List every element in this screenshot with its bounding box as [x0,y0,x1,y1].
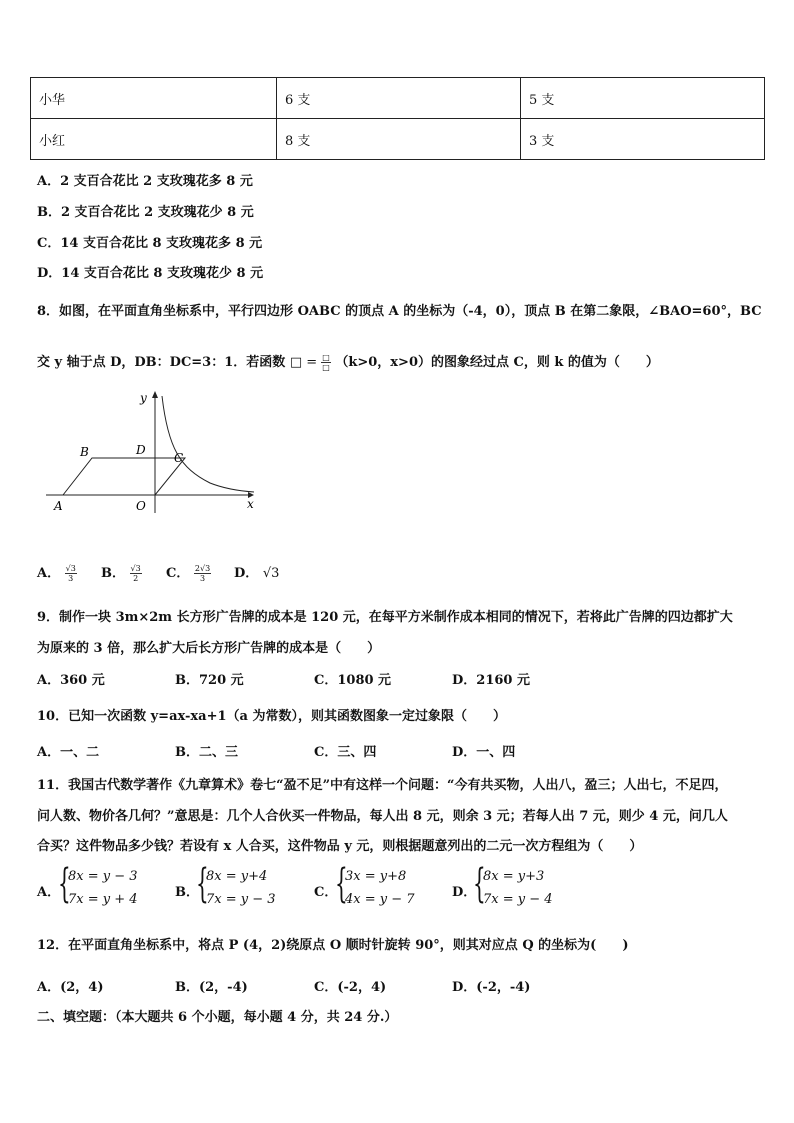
q9-option-a: A．360 元 [37,673,105,688]
answer-table [30,77,765,160]
q8-option-b-num: √3 [130,564,141,573]
q10-option-a: A．一、二 [37,745,100,760]
q10-option-c: C．三、四 [314,745,377,760]
q11-stem-line3: 合买？这件物品多少钱？若设有 x 人合买，这件物品 y 元，则根据题意列出的二元一次方程组为（ ） [37,839,643,854]
q12-stem: 12．在平面直角坐标系中，将点 P (4，2)绕原点 O 顺时针旋转 90°，则其对应点 Q 的坐标为( ) [37,938,629,953]
equation: 7x = y + 4 [68,892,138,907]
q10-option-d: D．一、四 [452,745,516,760]
equation: 7x = y − 3 [206,892,276,907]
q11-option-d-letter: D． [452,885,477,900]
q11-option-b-letter: B． [175,885,199,900]
table-row [31,78,765,119]
q11-option-c-letter: C． [314,885,338,900]
q8-option-d-value: √3 [262,566,280,581]
q9-option-d: D．2160 元 [452,673,530,688]
table-cell: 5 支 [521,78,765,119]
hyperbola-curve [162,396,254,492]
q7-option-c: C．14 支百合花比 8 支玫瑰花多 8 元 [37,236,263,251]
q8-option-d-letter: D． [234,566,259,581]
table-cell: 小华 [31,78,277,119]
q12-option-b: B．(2，-4) [175,980,248,995]
table-cell: 3 支 [521,119,765,160]
q8-option-a-num: √3 [65,564,76,573]
label-y: y [140,391,147,405]
q9-option-c: C．1080 元 [314,673,392,688]
q9-stem-line2: 为原来的 3 倍，那么扩大后长方形广告牌的成本是（ ） [37,641,381,656]
q8-coordinate-figure [40,388,270,518]
q8-stem-part2: （k>0，x>0）的图象经过点 C，则 k 的值为（ ） [335,355,659,370]
q8-stem-part1: 交 y 轴于点 D，DB：DC=3：1．若函数 [37,355,286,370]
y-axis-arrow-icon [152,391,158,398]
table-cell: 6 支 [277,78,521,119]
q8-function-placeholder: □ = $\frac{□}{□}$ [289,353,330,372]
section-heading: 二、填空题：（本大题共 6 个小题，每小题 4 分，共 24 分.） [37,1010,398,1025]
q12-option-c: C．(-2，4) [314,980,387,995]
equation: 8x = y − 3 [68,869,138,884]
equation: 3x = y+8 [345,869,407,884]
label-b: B [80,445,89,459]
q8-option-a-den: 3 [68,574,74,583]
q11-stem-line2: 问人数、物价各几何？”意思是：几个人合伙买一件物品，每人出 8 元，则余 3 元；若每人出 7 元，则少 4 元，问几人 [37,809,728,824]
q9-stem-line1: 9．制作一块 3m×2m 长方形广告牌的成本是 120 元，在每平方米制作成本相同的情况下，若将此广告牌的四边都扩大 [37,610,733,625]
q12-option-a: A．(2，4) [37,980,104,995]
q8-stem-line1: 8．如图，在平面直角坐标系中，平行四边形 OABC 的顶点 A 的坐标为（-4，0），顶点 B 在第二象限，∠BAO=60°，BC [37,304,762,319]
equation: 8x = y+3 [483,869,545,884]
q8-option-b [101,562,142,583]
parallelogram-oabc [63,458,185,495]
label-o: O [136,499,146,513]
q8-option-c-num: 2√3 [194,564,211,573]
q8-option-c-letter: C． [166,566,190,581]
equation: 7x = y − 4 [483,892,553,907]
label-c: C [174,451,184,465]
table-cell: 小红 [31,119,277,160]
label-x: x [247,497,254,511]
q8-option-a [37,562,77,583]
q8-option-a-letter: A． [37,566,61,581]
q12-option-d: D．(-2，-4) [452,980,531,995]
q8-option-b-letter: B． [101,566,125,581]
q9-option-b: B．720 元 [175,673,244,688]
label-a: A [54,499,63,513]
q8-option-c-den: 3 [199,574,206,583]
equation: 4x = y − 7 [345,892,415,907]
q8-stem-line2 [37,351,659,372]
q7-option-b: B．2 支百合花比 2 支玫瑰花少 8 元 [37,205,254,220]
label-d: D [136,443,146,457]
q11-option-a-letter: A． [37,885,61,900]
q7-option-a: A．2 支百合花比 2 支玫瑰花多 8 元 [37,174,253,189]
q8-option-d [234,562,279,581]
q7-option-d: D．14 支百合花比 8 支玫瑰花少 8 元 [37,266,264,281]
q11-stem-line1: 11．我国古代数学著作《九章算术》卷七“盈不足”中有这样一个问题：“今有共买物，人出八，盈三；人出七，不足四， [37,778,728,793]
q10-stem: 10．已知一次函数 y=ax-xa+1（a 为常数），则其函数图象一定过象限（ ） [37,709,506,724]
q8-option-b-den: 2 [133,574,139,583]
table-row [31,119,765,160]
q8-option-c [166,562,211,583]
equation: 8x = y+4 [206,869,268,884]
table-cell: 8 支 [277,119,521,160]
q10-option-b: B．二、三 [175,745,238,760]
